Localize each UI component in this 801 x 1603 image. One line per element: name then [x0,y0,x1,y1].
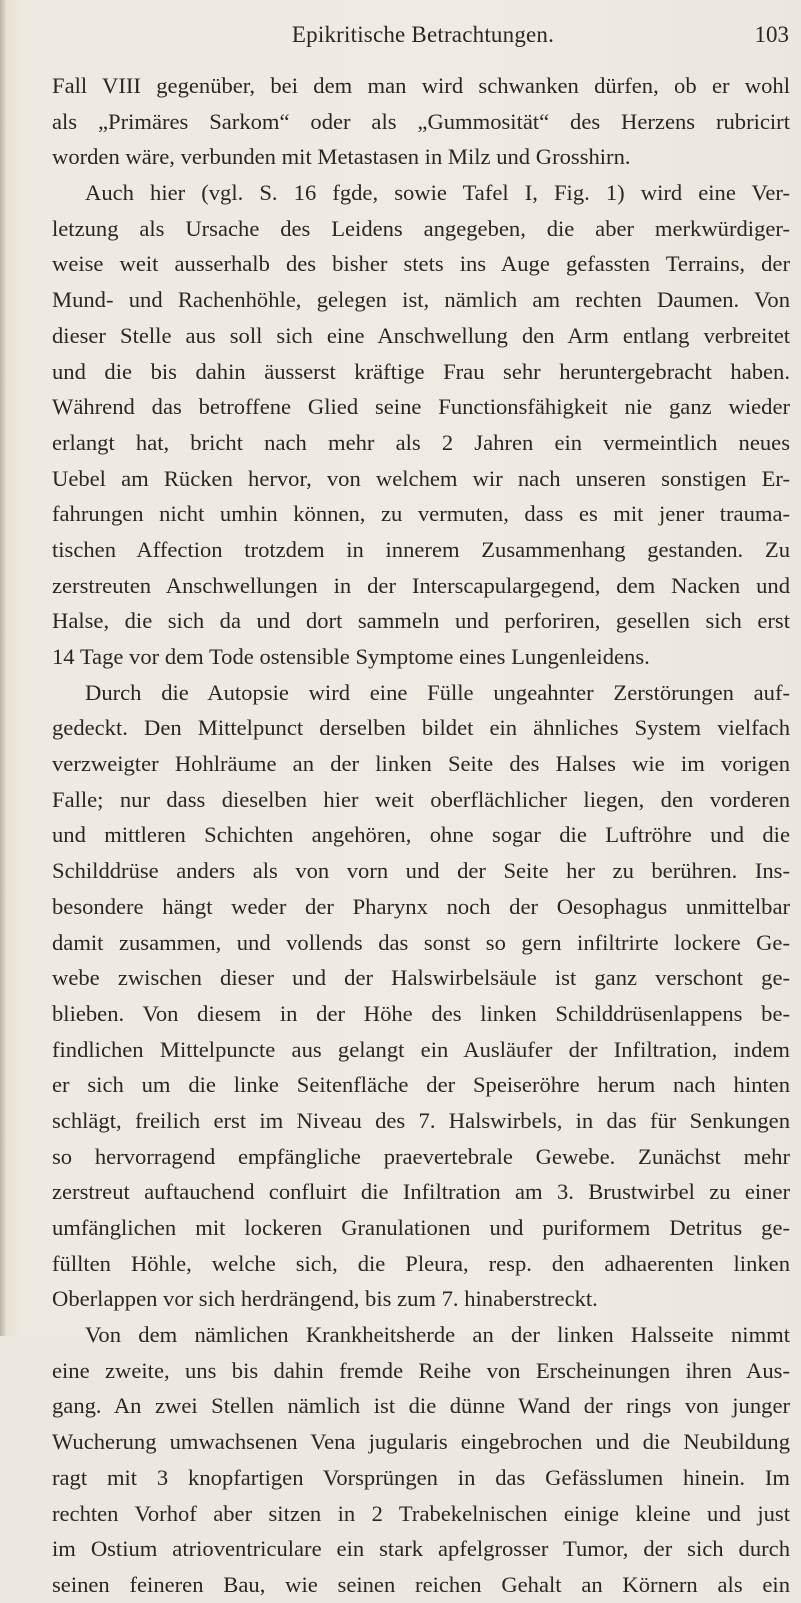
text-line: erlangt hat, bricht nach mehr als 2 Jahren ein vermeintlich neues [52,429,790,455]
text-line: Falle; nur dass dieselben hier weit oberflächlicher liegen, den vorderen [52,786,790,812]
text-line: er sich um die linke Seitenfläche der Speiseröhre herum nach hinten [52,1072,790,1098]
page-gutter-shadow [0,0,6,1336]
text-line: Durch die Autopsie wird eine Fülle ungeahnter Zerstörungen auf- [85,679,790,705]
text-line: und die bis dahin äusserst kräftige Frau sehr heruntergebracht haben. [52,358,790,384]
text-line: ragt mit 3 knopfartigen Vorsprüngen in das Gefässlumen hinein. Im [52,1464,790,1490]
text-line: damit zusammen, und vollends das sonst so gern infiltrirte lockere Ge- [52,929,790,955]
text-line: Wucherung umwachsenen Vena jugularis eingebrochen und die Neubildung [52,1429,790,1455]
text-line: füllten Höhle, welche sich, die Pleura, resp. den adhaerenten linken [52,1250,790,1276]
text-line: fahrungen nicht umhin können, zu vermuten, dass es mit jener trauma- [52,501,790,527]
text-line: 14 Tage vor dem Tode ostensible Symptome eines Lungenleidens. [52,644,650,669]
text-line: Fall VIII gegenüber, bei dem man wird schwanken dürfen, ob er wohl [52,73,790,98]
text-line: und mittleren Schichten angehören, ohne sogar die Luftröhre und die [52,822,790,848]
text-line: weise weit ausserhalb des bisher stets ins Auge gefassten Terrains, der [52,251,790,277]
text-line: webe zwischen dieser und der Halswirbelsäule ist ganz verschont ge- [52,965,790,991]
text-line: blieben. Von diesem in der Höhe des linken Schilddrüsenlappens be- [52,1000,790,1026]
text-line: worden wäre, verbunden mit Metastasen in Milz und Grosshirn. [52,144,631,170]
body-text [52,68,790,1603]
text-line: im Ostium atrioventriculare ein stark apfelgrosser Tumor, der sich durch [52,1536,790,1562]
text-line: eine zweite, uns bis dahin fremde Reihe von Erscheinungen ihren Aus- [52,1357,790,1383]
text-line: Oberlappen vor sich herdrängend, bis zum 7. hinaberstreckt. [52,1286,598,1312]
text-line: zerstreut auftauchend confluirt die Infiltration am 3. Brustwirbel zu einer [52,1179,790,1205]
running-head [52,22,794,52]
text-line: letzung als Ursache des Leidens angegeben, die aber merkwürdiger- [52,215,790,241]
text-line: Auch hier (vgl. S. 16 fgde, sowie Tafel I, Fig. 1) wird eine Ver- [85,180,790,206]
text-line: Uebel am Rücken hervor, von welchem wir nach unseren sonstigen Er- [52,465,790,491]
running-title: Epikritische Betrachtungen. [291,22,555,47]
text-line: gedeckt. Den Mittelpunct derselben bildet ein ähnliches System vielfach [52,715,790,741]
text-line: Halse, die sich da und dort sammeln und perforiren, gesellen sich erst [52,608,790,634]
text-line: seinen feineren Bau, wie seinen reichen Gehalt an Körnern als ein [52,1571,790,1597]
text-line: zerstreuten Anschwellungen in der Interscapulargegend, dem Nacken und [52,572,790,598]
text-line: findlichen Mittelpuncte aus gelangt ein Ausläufer der Infiltration, indem [52,1036,790,1062]
text-line: schlägt, freilich erst im Niveau des 7. Halswirbels, in das für Senkungen [52,1107,790,1133]
text-line: so hervorragend empfängliche praevertebrale Gewebe. Zunächst mehr [52,1143,790,1169]
text-line: rechten Vorhof aber sitzen in 2 Trabekelnischen einige kleine und just [52,1500,790,1526]
text-line: Mund- und Rachenhöhle, gelegen ist, nämlich am rechten Daumen. Von [52,287,790,313]
text-line: gang. An zwei Stellen nämlich ist die dünne Wand der rings von junger [52,1393,790,1419]
text-line: Von dem nämlichen Krankheitsherde an der linken Halsseite nimmt [85,1322,790,1348]
text-line: verzweigter Hohlräume an der linken Seite des Halses wie im vorigen [52,751,790,777]
text-line: umfänglichen mit lockeren Granulationen und puriformem Detritus ge- [52,1215,790,1240]
text-line: Schilddrüse anders als von vorn und der Seite her zu berühren. Ins- [52,858,790,884]
text-line: besondere hängt weder der Pharynx noch der Oesophagus unmittelbar [52,893,790,919]
text-line: tischen Affection trotzdem in innerem Zusammenhang gestanden. Zu [52,536,790,562]
text-line: als „Primäres Sarkom“ oder als „Gummosität“ des Herzens rubricirt [52,108,790,134]
text-line: Während das betroffene Glied seine Functionsfähigkeit nie ganz wieder [52,394,790,420]
page-number: 103 [754,22,789,47]
text-line: dieser Stelle aus soll sich eine Anschwellung den Arm entlang verbreitet [52,322,790,348]
